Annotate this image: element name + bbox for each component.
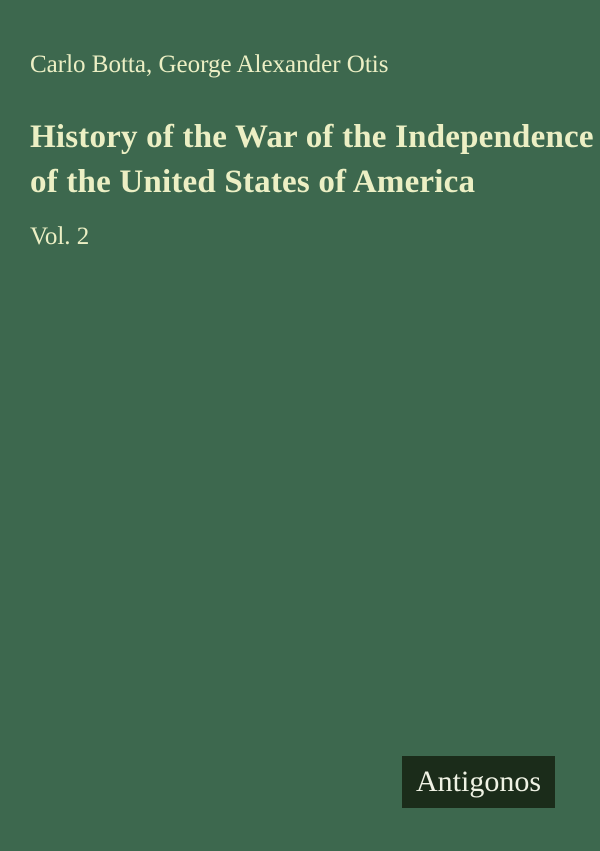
book-title-line-1: History of the War of the Independence <box>30 119 594 155</box>
book-title-line-2: of the United States of America <box>30 164 476 200</box>
volume-label: Vol. 2 <box>30 223 90 250</box>
publisher-badge <box>402 756 555 808</box>
author-line: Carlo Botta, George Alexander Otis <box>30 51 389 78</box>
publisher-name: Antigonos <box>415 765 541 798</box>
book-title <box>30 115 594 205</box>
